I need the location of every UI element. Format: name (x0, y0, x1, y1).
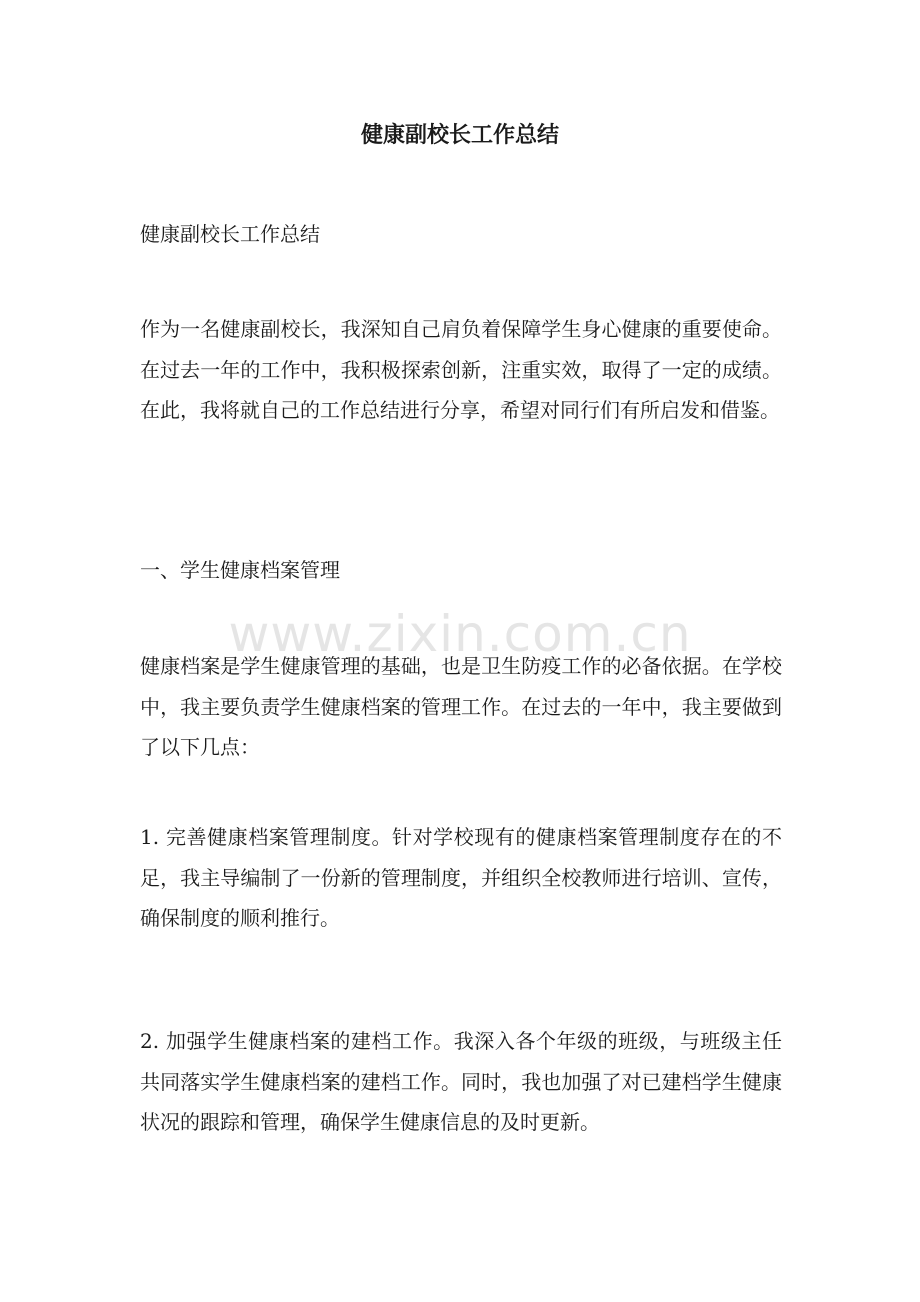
section-paragraph: 健康档案是学生健康管理的基础，也是卫生防疫工作的必备依据。在学校中，我主要负责学生健康档案的管理工作。在过去的一年中，我主要做到了以下几点： (140, 654, 782, 759)
list-item: 1. 完善健康档案管理制度。针对学校现有的健康档案管理制度存在的不足，我主导编制了一份新的管理制度，并组织全校教师进行培训、宣传，确保制度的顺利推行。 (140, 825, 782, 930)
intro-paragraph: 作为一名健康副校长，我深知自己肩负着保障学生身心健康的重要使命。在过去一年的工作中，我积极探索创新，注重实效，取得了一定的成绩。在此，我将就自己的工作总结进行分享，希望对同行们有所启发和借鉴。 (140, 317, 782, 422)
document-title: 健康副校长工作总结 (360, 123, 559, 148)
document-subtitle: 健康副校长工作总结 (140, 222, 320, 246)
watermark: www.zixin.com.cn (228, 605, 692, 663)
list-item: 2. 加强学生健康档案的建档工作。我深入各个年级的班级，与班级主任共同落实学生健康档案的建档工作。同时，我也加强了对已建档学生健康状况的跟踪和管理，确保学生健康信息的及时更新。 (140, 1029, 782, 1134)
section-heading: 一、学生健康档案管理 (140, 558, 340, 582)
